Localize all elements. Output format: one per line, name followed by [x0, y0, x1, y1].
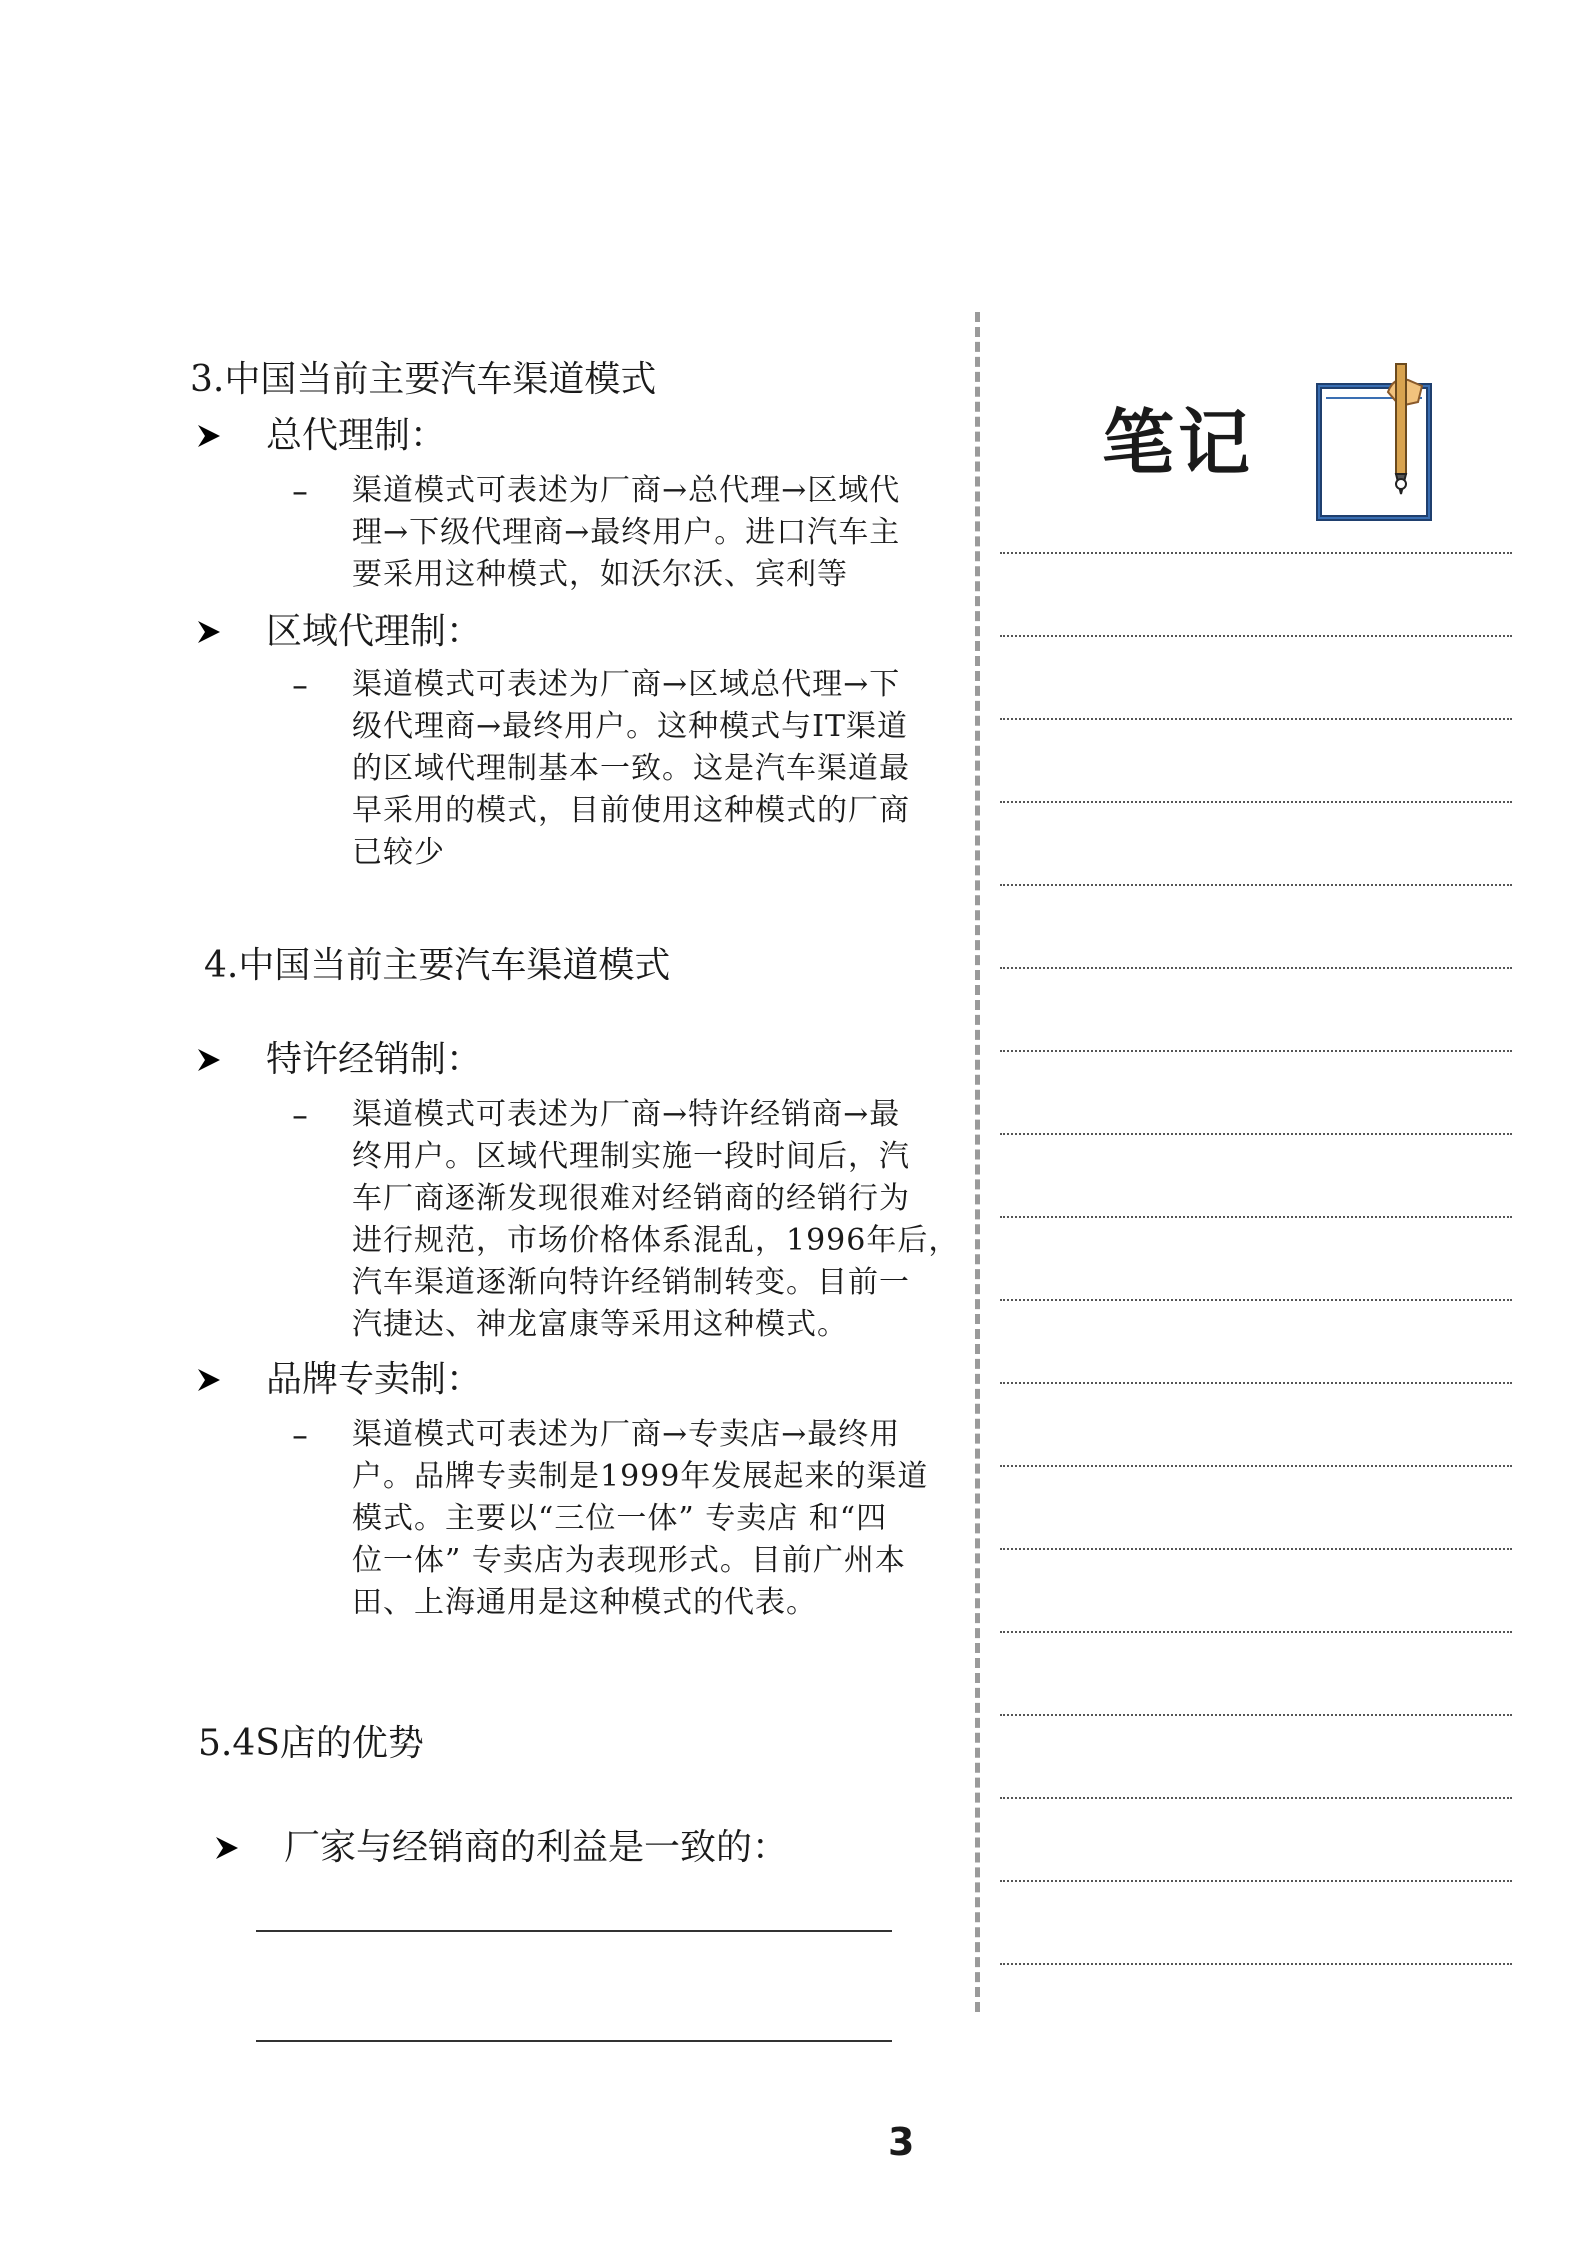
arrow-bullet-icon	[214, 1835, 240, 1861]
bullet-item	[196, 1358, 482, 1402]
bullet-label: 特许经销制：	[266, 1039, 483, 1080]
section-heading-5: 5.4S店的优势	[198, 1723, 424, 1764]
answer-line	[256, 1930, 892, 1932]
dash-marker: –	[292, 1416, 308, 1454]
note-line	[1000, 1216, 1512, 1218]
note-line	[1000, 635, 1512, 637]
arrow-bullet-icon	[196, 1047, 222, 1073]
note-line	[1000, 801, 1512, 803]
dash-marker: –	[292, 666, 308, 704]
bullet-label: 总代理制：	[266, 415, 447, 456]
paragraph: 渠道模式可表述为厂商→区域总代理→下 级代理商→最终用户。这种模式与IT渠道 的区域代理制基本一致。这是汽车渠道最 早采用的模式，目前使用这种模式的厂商 已较少	[352, 667, 910, 870]
note-line	[1000, 967, 1512, 969]
section-heading-4: 4.中国当前主要汽车渠道模式	[204, 945, 671, 986]
note-line	[1000, 552, 1512, 554]
note-line	[1000, 1465, 1512, 1467]
note-line	[1000, 1050, 1512, 1052]
paragraph: 渠道模式可表述为厂商→专卖店→最终用 户。品牌专卖制是1999年发展起来的渠道 模式。主要以“三位一体” 专卖店 和“四 位一体” 专卖店为表现形式。目前广州本 田、上海通用是这种模式的代表。	[352, 1417, 929, 1620]
bullet-label: 区域代理制：	[266, 611, 483, 652]
bullet-item	[196, 1038, 482, 1082]
note-line	[1000, 1299, 1512, 1301]
bullet-label: 厂家与经销商的利益是一致的：	[284, 1827, 789, 1868]
arrow-bullet-icon	[196, 1367, 222, 1393]
dash-marker: –	[292, 472, 308, 510]
note-line	[1000, 1963, 1512, 1965]
pen-on-notepad-icon	[1312, 356, 1442, 526]
section-heading-3: 3.中国当前主要汽车渠道模式	[190, 359, 657, 400]
note-line	[1000, 1797, 1512, 1799]
answer-line	[256, 2040, 892, 2042]
arrow-bullet-icon	[196, 619, 222, 645]
column-separator	[975, 312, 980, 2012]
paragraph: 渠道模式可表述为厂商→总代理→区域代 理→下级代理商→最终用户。进口汽车主 要采用这种模式，如沃尔沃、宾利等	[352, 473, 901, 592]
note-line	[1000, 1548, 1512, 1550]
page-number: 3	[888, 2120, 915, 2164]
note-line	[1000, 1631, 1512, 1633]
paragraph: 渠道模式可表述为厂商→特许经销商→最 终用户。区域代理制实施一段时间后，汽 车厂商逐渐发现很难对经销商的经销行为 进行规范，市场价格体系混乱，1996年后， 汽车渠道逐渐向特许经销制转变。目前一 汽捷达、神龙富康等采用这种模式。	[352, 1097, 960, 1342]
note-line	[1000, 1133, 1512, 1135]
note-line	[1000, 1714, 1512, 1716]
dash-marker: –	[292, 1096, 308, 1134]
note-line	[1000, 1880, 1512, 1882]
bullet-item	[196, 610, 482, 654]
bullet-item	[214, 1826, 788, 1870]
bullet-label: 品牌专卖制：	[266, 1359, 483, 1400]
note-line	[1000, 884, 1512, 886]
note-line	[1000, 1382, 1512, 1384]
arrow-bullet-icon	[196, 423, 222, 449]
notes-title: 笔记	[1102, 401, 1255, 485]
note-line	[1000, 718, 1512, 720]
bullet-item	[196, 414, 446, 458]
